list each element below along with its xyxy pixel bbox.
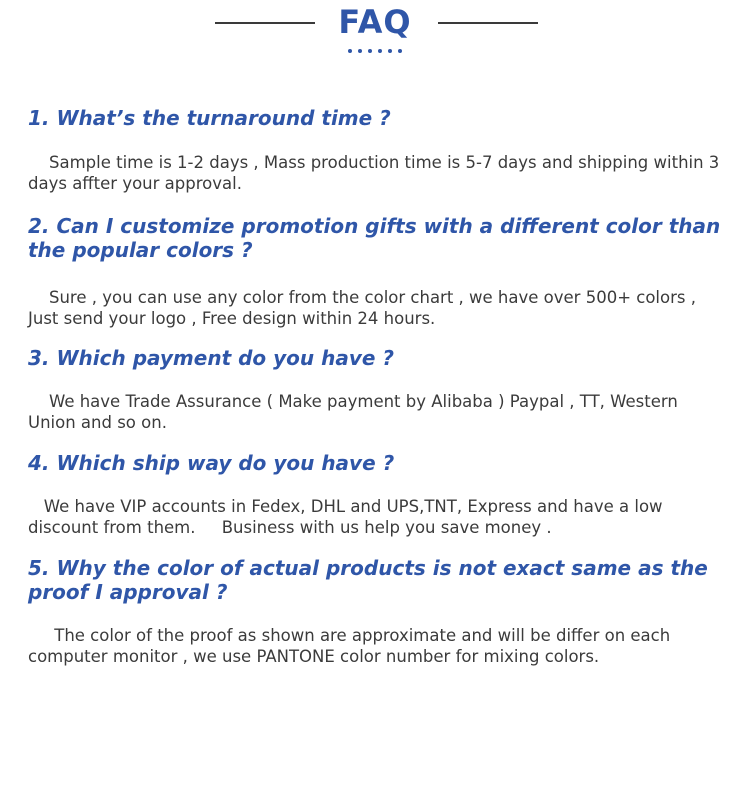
- faq-answer-1: Sample time is 1-2 days , Mass production time is 5-7 days and shipping within 3 days affter your approval.: [28, 153, 725, 193]
- dot-icon: [388, 49, 392, 53]
- dot-icon: [368, 49, 372, 53]
- page-title: FAQ: [338, 3, 412, 41]
- dot-icon: [348, 49, 352, 53]
- faq-answer-2: Sure , you can use any color from the color chart , we have over 500+ colors , Just send your logo , Free design within 24 hours.: [28, 288, 702, 328]
- faq-question-5: 5. Why the color of actual products is not exact same as the proof I approval ?: [28, 556, 708, 604]
- decorative-dots: [0, 49, 750, 53]
- faq-question-1: 1. What’s the turnaround time ?: [28, 106, 391, 130]
- faq-answer-3: We have Trade Assurance ( Make payment by Alibaba ) Paypal , TT, Western Union and so on.: [28, 392, 684, 432]
- faq-answer-5: The color of the proof as shown are approximate and will be differ on each computer monitor , we use PANTONE color number for mixing colors.: [28, 626, 676, 666]
- header-right-divider: [438, 22, 538, 24]
- dot-icon: [358, 49, 362, 53]
- dot-icon: [378, 49, 382, 53]
- faq-header: [0, 0, 750, 70]
- faq-question-4: 4. Which ship way do you have ?: [28, 451, 395, 475]
- faq-question-2: 2. Can I customize promotion gifts with a different color than the popular colors ?: [28, 214, 721, 262]
- faq-answer-4: We have VIP accounts in Fedex, DHL and UPS,TNT, Express and have a low discount from them. Business with us help you save money .: [28, 497, 668, 537]
- faq-question-3: 3. Which payment do you have ?: [28, 346, 394, 370]
- dot-icon: [398, 49, 402, 53]
